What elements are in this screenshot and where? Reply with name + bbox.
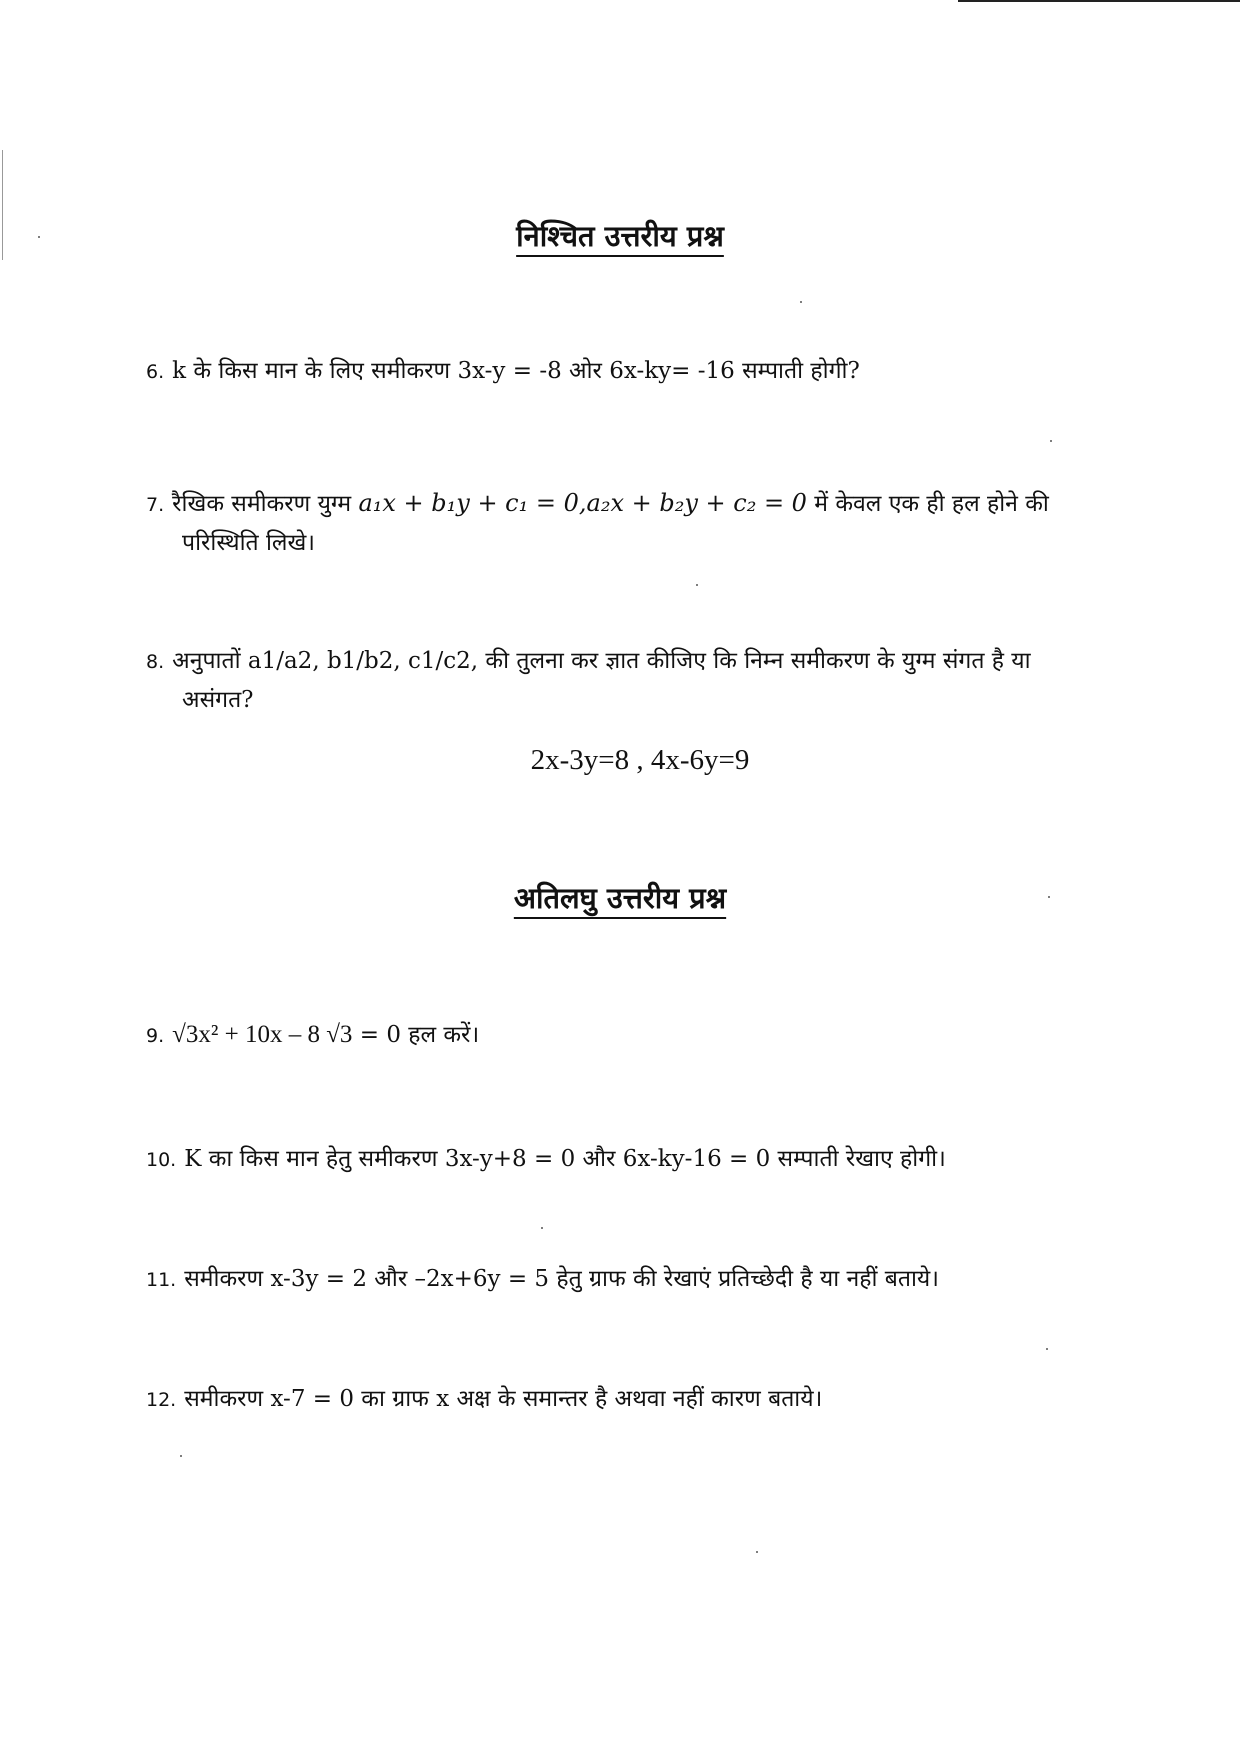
question-number: 8. xyxy=(146,651,165,673)
question-7 xyxy=(146,484,1216,562)
question-number: 12. xyxy=(146,1389,177,1411)
section-heading-definite xyxy=(0,216,1240,255)
question-8 xyxy=(146,642,1216,719)
question-text: K का किस मान हेतु समीकरण 3x-y+8 = 0 और 6x-ky-16 = 0 सम्पाती रेखाए होगी। xyxy=(184,1146,946,1172)
question-text: समीकरण x-3y = 2 और –2x+6y = 5 हेतु ग्राफ की रेखाएं प्रतिच्छेदी है या नहीं बताये। xyxy=(184,1266,939,1292)
section-title: निश्चित उत्तरीय प्रश्न xyxy=(516,219,724,253)
scan-speck xyxy=(180,1455,182,1457)
question-11 xyxy=(146,1260,1216,1299)
question-6 xyxy=(146,352,1216,391)
scan-speck xyxy=(541,1227,543,1229)
section-title: अतिलघु उत्तरीय प्रश्न xyxy=(513,881,727,915)
question-number: 9. xyxy=(146,1025,165,1047)
quadratic-equation: √3x² + 10x – 8 √3 xyxy=(172,1021,353,1048)
question-number: 10. xyxy=(146,1149,177,1171)
question-text-continued: परिस्थिति लिखे। xyxy=(182,530,316,556)
question-text: समीकरण x-7 = 0 का ग्राफ x अक्ष के समान्तर है अथवा नहीं कारण बताये। xyxy=(184,1386,823,1412)
scan-speck xyxy=(800,301,802,303)
equation-pair: a₁x + b₁y + c₁ = 0,a₂x + b₂y + c₂ = 0 xyxy=(358,489,807,517)
question-10 xyxy=(146,1140,1216,1179)
scan-speck xyxy=(1050,440,1052,442)
question-text: अनुपातों a1/a2, b1/b2, c1/c2, की तुलना कर ज्ञात कीजिए कि निम्न समीकरण के युग्म संगत है या xyxy=(172,648,1031,674)
scan-speck xyxy=(1046,1348,1048,1350)
question-text-continued: असंगत? xyxy=(182,687,254,713)
question-number: 6. xyxy=(146,361,165,383)
scan-speck xyxy=(696,584,698,586)
question-number: 11. xyxy=(146,1269,177,1291)
question-text: = 0 हल करें। xyxy=(359,1022,480,1048)
question-number: 7. xyxy=(146,494,165,516)
section-heading-very-short xyxy=(0,878,1240,917)
scan-edge-line xyxy=(958,0,1240,2)
question-12 xyxy=(146,1380,1216,1419)
question-text: रैखिक समीकरण युग्म xyxy=(172,491,352,517)
question-9 xyxy=(146,1016,1216,1055)
scan-speck xyxy=(756,1551,758,1553)
question-text: k के किस मान के लिए समीकरण 3x-y = -8 ओर 6x-ky= -16 सम्पाती होगी? xyxy=(172,358,860,384)
equation-display: 2x-3y=8 , 4x-6y=9 xyxy=(530,744,750,776)
question-text: में केवल एक ही हल होने की xyxy=(814,491,1049,517)
